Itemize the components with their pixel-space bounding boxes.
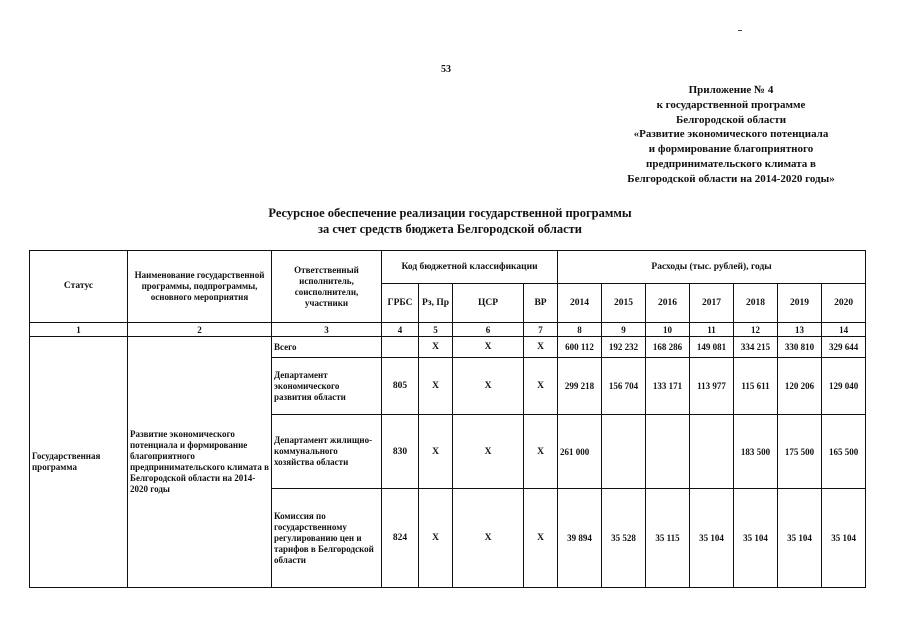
header-vr: ВР (524, 284, 558, 323)
column-number: 6 (453, 323, 524, 337)
appendix-line: Белгородской области (675, 113, 787, 126)
appendix-line: предпринимательского климата в (646, 157, 816, 170)
column-number-row (30, 323, 866, 337)
value-cell (602, 415, 646, 489)
column-number: 10 (646, 323, 690, 337)
column-number: 13 (778, 323, 822, 337)
program-name-cell: Развитие экономического потенциала и формирование благоприятного предпринимательского климата в Белгородской области на 2014-2020 годы (128, 337, 272, 588)
value-cell: 35 104 (778, 489, 822, 588)
budget-table (29, 250, 866, 588)
csr-cell: X (453, 337, 524, 358)
value-cell: 149 081 (690, 337, 734, 358)
column-number: 4 (382, 323, 419, 337)
value-cell: 299 218 (558, 358, 602, 415)
header-rzpr: Рз, Пр (419, 284, 453, 323)
csr-cell: X (453, 415, 524, 489)
page-number: 53 (441, 64, 451, 75)
grbs-cell (382, 337, 419, 358)
header-year: 2018 (734, 284, 778, 323)
value-cell (646, 415, 690, 489)
vr-cell: X (524, 415, 558, 489)
rzpr-cell: X (419, 489, 453, 588)
value-cell: 329 644 (822, 337, 866, 358)
value-cell: 35 115 (646, 489, 690, 588)
value-cell: 115 611 (734, 358, 778, 415)
value-cell: 156 704 (602, 358, 646, 415)
header-year: 2014 (558, 284, 602, 323)
document-title-line: за счет средств бюджета Белгородской области (318, 222, 582, 236)
header-year: 2019 (778, 284, 822, 323)
value-cell: 133 171 (646, 358, 690, 415)
value-cell (690, 415, 734, 489)
column-number: 12 (734, 323, 778, 337)
header-grbs: ГРБС (382, 284, 419, 323)
value-cell: 600 112 (558, 337, 602, 358)
executor-cell: Всего (272, 337, 382, 358)
value-cell: 35 528 (602, 489, 646, 588)
value-cell: 165 500 (822, 415, 866, 489)
column-number: 14 (822, 323, 866, 337)
appendix-line: Приложение № 4 (688, 84, 774, 96)
grbs-cell: 805 (382, 358, 419, 415)
value-cell: 39 894 (558, 489, 602, 588)
rzpr-cell: X (419, 415, 453, 489)
header-csr: ЦСР (453, 284, 524, 323)
grbs-cell: 824 (382, 489, 419, 588)
document-title (190, 205, 710, 237)
header-expenses: Расходы (тыс. рублей), годы (558, 251, 866, 284)
value-cell: 129 040 (822, 358, 866, 415)
header-year: 2015 (602, 284, 646, 323)
vr-cell: X (524, 358, 558, 415)
appendix-header (600, 83, 862, 187)
csr-cell: X (453, 358, 524, 415)
executor-cell: Департамент экономического развития области (272, 358, 382, 415)
value-cell: 35 104 (822, 489, 866, 588)
executor-cell: Комиссия по государственному регулированию цен и тарифов в Белгородской области (272, 489, 382, 588)
csr-cell: X (453, 489, 524, 588)
appendix-line: и формирование благоприятного (648, 143, 814, 156)
value-cell: 334 215 (734, 337, 778, 358)
column-number: 8 (558, 323, 602, 337)
appendix-line: «Развитие экономического потенциала (633, 128, 829, 141)
header-budget-code: Код бюджетной классификации (382, 251, 558, 284)
rzpr-cell: X (419, 337, 453, 358)
header-year: 2016 (646, 284, 690, 323)
column-number: 3 (272, 323, 382, 337)
value-cell: 330 810 (778, 337, 822, 358)
value-cell: 183 500 (734, 415, 778, 489)
value-cell: 35 104 (690, 489, 734, 588)
column-number: 9 (602, 323, 646, 337)
table-row (30, 337, 866, 358)
value-cell: 168 286 (646, 337, 690, 358)
document-title-line: Ресурсное обеспечение реализации государственной программы (268, 206, 632, 220)
value-cell: 175 500 (778, 415, 822, 489)
executor-cell: Департамент жилищно-коммунального хозяйства области (272, 415, 382, 489)
header-name: Наименование государственной программы, подпрограммы, основного мероприятия (128, 251, 272, 323)
value-cell: 113 977 (690, 358, 734, 415)
vr-cell: X (524, 337, 558, 358)
value-cell: 192 232 (602, 337, 646, 358)
header-year: 2020 (822, 284, 866, 323)
grbs-cell: 830 (382, 415, 419, 489)
header-year: 2017 (690, 284, 734, 323)
appendix-line: к государственной программе (656, 98, 806, 111)
column-number: 5 (419, 323, 453, 337)
rzpr-cell: X (419, 358, 453, 415)
status-cell: Государственная программа (30, 337, 128, 588)
value-cell: 120 206 (778, 358, 822, 415)
header-responsible: Ответственный исполнитель, соисполнители, участники (272, 251, 382, 323)
column-number: 7 (524, 323, 558, 337)
vr-cell: X (524, 489, 558, 588)
value-cell: 35 104 (734, 489, 778, 588)
column-number: 2 (128, 323, 272, 337)
scan-speck (738, 30, 742, 31)
column-number: 11 (690, 323, 734, 337)
value-cell: 261 000 (558, 415, 602, 489)
header-status: Статус (30, 251, 128, 323)
appendix-line: Белгородской области на 2014-2020 годы» (627, 172, 835, 185)
table-header-row (30, 251, 866, 284)
column-number: 1 (30, 323, 128, 337)
